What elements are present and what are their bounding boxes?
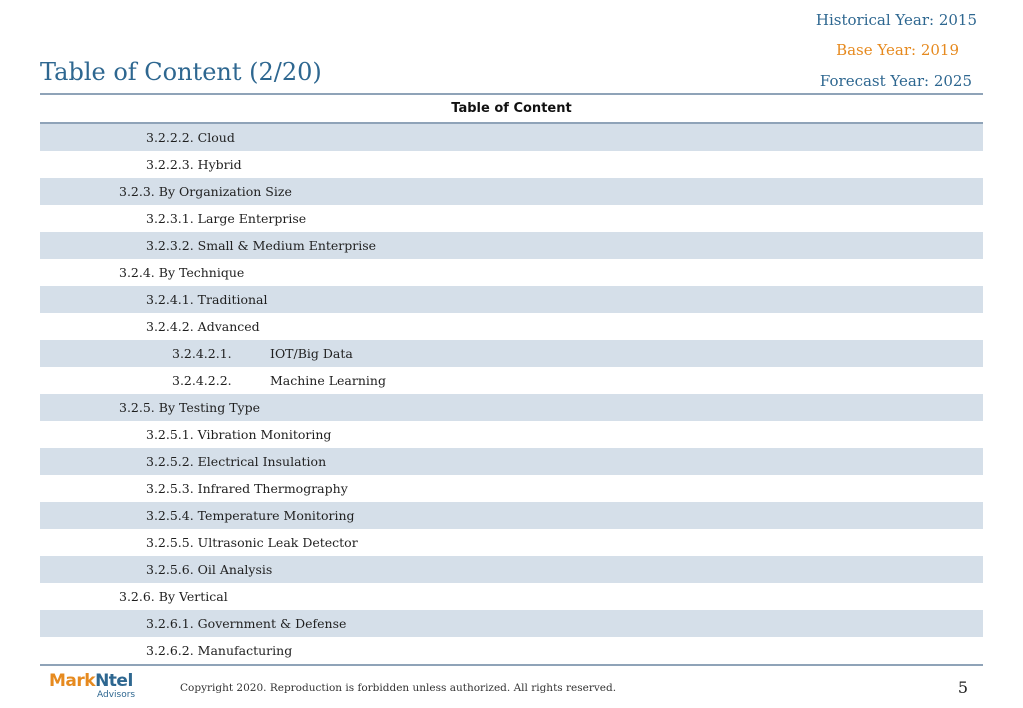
toc-entry-label: 3.2.6.2. Manufacturing xyxy=(146,643,293,658)
toc-table xyxy=(40,93,983,666)
toc-row xyxy=(40,556,983,583)
toc-bottom-rule xyxy=(40,664,983,666)
toc-row xyxy=(40,502,983,529)
forecast-year: Forecast Year: 2025 xyxy=(819,72,972,90)
logo-mark-text: Mark xyxy=(49,671,96,691)
toc-heading: Table of Content xyxy=(40,95,983,124)
toc-row xyxy=(40,421,983,448)
toc-entry-label: 3.2.5.1. Vibration Monitoring xyxy=(146,427,332,442)
base-year: Base Year: 2019 xyxy=(836,41,959,59)
toc-entry-name: IOT/Big Data xyxy=(270,346,353,361)
toc-entry-label: 3.2.2.2. Cloud xyxy=(146,130,235,145)
toc-entry-label: 3.2.5. By Testing Type xyxy=(119,400,260,415)
copyright-notice: Copyright 2020. Reproduction is forbidden unless authorized. All rights reserved. xyxy=(180,682,617,694)
toc-row xyxy=(40,529,983,556)
toc-row xyxy=(40,178,983,205)
toc-row xyxy=(40,313,983,340)
markntel-logo xyxy=(49,672,139,704)
toc-entry-label: 3.2.4. By Technique xyxy=(119,265,245,280)
toc-row xyxy=(40,610,983,637)
toc-row xyxy=(40,124,983,151)
toc-entry-label: 3.2.2.3. Hybrid xyxy=(146,157,242,172)
logo-subtitle: Advisors xyxy=(97,690,136,700)
logo-wordmark xyxy=(49,672,139,690)
toc-entry-label: 3.2.6.1. Government & Defense xyxy=(146,616,347,631)
toc-entry-label: 3.2.4.1. Traditional xyxy=(146,292,268,307)
toc-entry-label: 3.2.5.2. Electrical Insulation xyxy=(146,454,327,469)
toc-row xyxy=(40,259,983,286)
toc-row xyxy=(40,232,983,259)
logo-ntel-text: Ntel xyxy=(95,671,133,691)
toc-rows xyxy=(40,124,983,664)
toc-row xyxy=(40,205,983,232)
toc-entry-label: 3.2.4.2.2. xyxy=(172,373,232,388)
toc-entry-name: Machine Learning xyxy=(270,373,386,388)
toc-row xyxy=(40,448,983,475)
toc-row xyxy=(40,151,983,178)
toc-row xyxy=(40,583,983,610)
historical-year: Historical Year: 2015 xyxy=(815,11,977,29)
toc-row xyxy=(40,637,983,664)
toc-entry-label: 3.2.3.1. Large Enterprise xyxy=(146,211,307,226)
toc-row xyxy=(40,475,983,502)
toc-entry-label: 3.2.5.6. Oil Analysis xyxy=(146,562,273,577)
toc-row xyxy=(40,394,983,421)
toc-entry-label: 3.2.4.2.1. xyxy=(172,346,232,361)
toc-entry-label: 3.2.3. By Organization Size xyxy=(119,184,292,199)
toc-entry-label: 3.2.6. By Vertical xyxy=(119,589,228,604)
toc-row xyxy=(40,367,983,394)
toc-row xyxy=(40,340,983,367)
toc-entry-label: 3.2.5.4. Temperature Monitoring xyxy=(146,508,355,523)
toc-row xyxy=(40,286,983,313)
page-number: 5 xyxy=(957,678,968,697)
page-title: Table of Content (2/20) xyxy=(40,58,322,86)
toc-entry-label: 3.2.5.3. Infrared Thermography xyxy=(146,481,348,496)
toc-entry-label: 3.2.4.2. Advanced xyxy=(146,319,260,334)
toc-entry-label: 3.2.5.5. Ultrasonic Leak Detector xyxy=(146,535,358,550)
toc-entry-label: 3.2.3.2. Small & Medium Enterprise xyxy=(146,238,377,253)
